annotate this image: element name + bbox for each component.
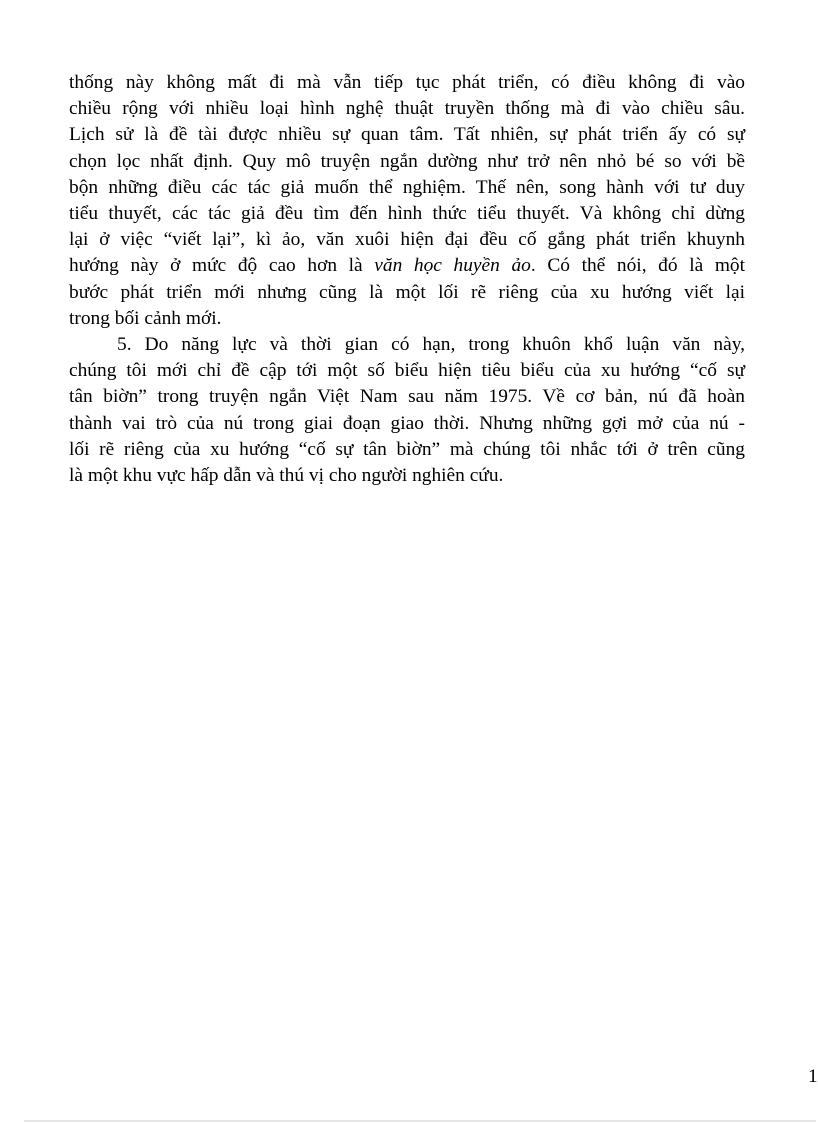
italic-term: văn học huyền ảo [374,255,531,277]
text-line: chúng tôi mới chỉ đề cập tới một số biểu hiện tiêu biểu của xu hướng “cố sự [69,360,745,382]
text-line: trong bối cảnh mới. [69,307,222,329]
text-line: chiều rộng với nhiều loại hình nghệ thuật truyền thống mà đi vào chiều sâu. [69,98,745,120]
page-bottom-edge [24,1120,816,1122]
text-line: thành vai trò của nú trong giai đoạn giao thời. Nhưng những gợi mở của nú - [69,412,745,434]
text-line: tiểu thuyết, các tác giả đều tìm đến hình thức tiểu thuyết. Và không chỉ dừng [69,203,745,225]
body-text [69,70,745,489]
text-line: thống này không mất đi mà vẫn tiếp tục phát triển, có điều không đi vào [69,72,745,93]
page-number: 1 [808,1066,818,1087]
text-line: bước phát triển mới nhưng cũng là một lối rẽ riêng của xu hướng viết lại [69,281,745,303]
text-line: Lịch sử là đề tài được nhiều sự quan tâm. Tất nhiên, sự phát triển ấy có sự [69,124,745,146]
text-line: là một khu vực hấp dẫn và thú vị cho người nghiên cứu. [69,465,504,487]
text-line-with-italic [69,253,745,279]
text-line: bộn những điều các tác giả muốn thể nghiệm. Thế nên, song hành với tư duy [69,176,745,198]
text-segment: hướng này ở mức độ cao hơn là [69,255,375,277]
text-line: tân biờn” trong truyện ngắn Việt Nam sau năm 1975. Về cơ bản, nú đã hoàn [69,386,745,408]
text-line: lối rẽ riêng của xu hướng “cố sự tân biờn” mà chúng tôi nhắc tới ở trên cũng [69,438,745,460]
text-segment: . Có thể nói, đó là một [530,255,745,277]
text-line: chọn lọc nhất định. Quy mô truyện ngắn dường như trở nên nhỏ bé so với bề [69,150,745,172]
text-line: lại ở việc “viết lại”, kì ảo, văn xuôi hiện đại đều cố gắng phát triển khuynh [69,229,745,251]
text-line: 5. Do năng lực và thời gian có hạn, trong khuôn khổ luận văn này, [117,334,745,356]
paragraph-continuation [69,70,745,332]
paragraph-conclusion-5 [69,332,745,489]
